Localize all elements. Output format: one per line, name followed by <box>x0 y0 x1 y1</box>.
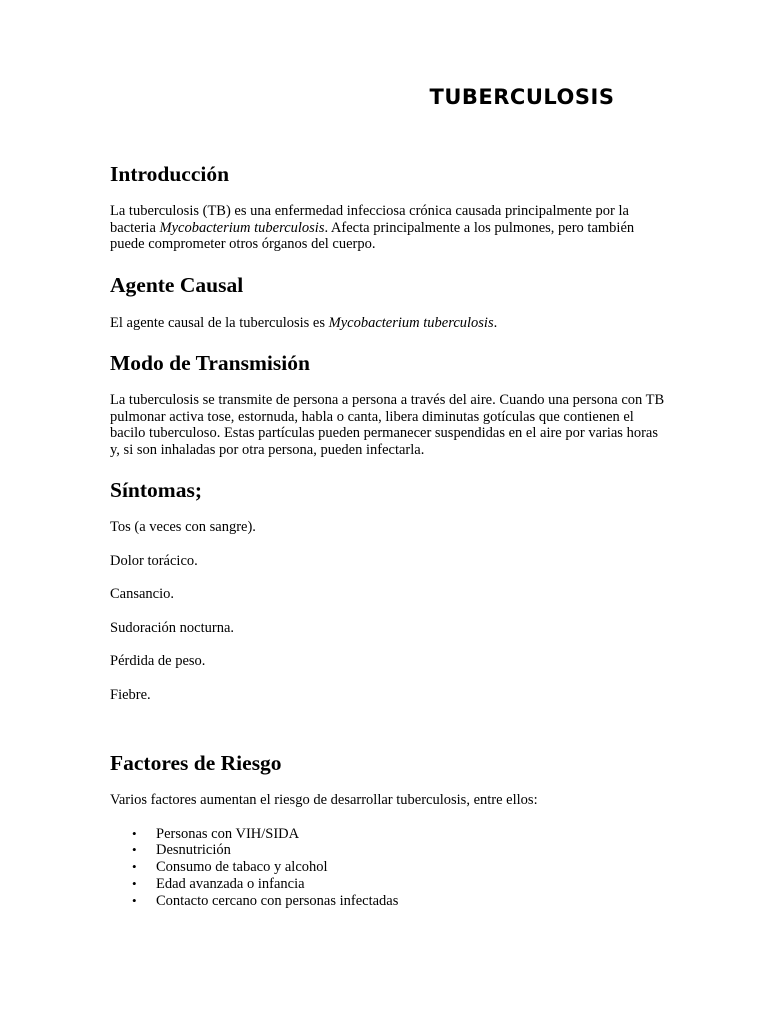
risk-factor-label: Contacto cercano con personas infectadas <box>156 892 399 909</box>
agente-species-name: Mycobacterium tuberculosis <box>328 314 494 331</box>
risk-factor-label: Edad avanzada o infancia <box>156 875 305 892</box>
agente-text-before: El agente causal de la tuberculosis es <box>110 314 329 331</box>
bullet-icon: • <box>132 859 137 875</box>
bullet-icon: • <box>132 825 137 841</box>
risk-factor-item <box>132 875 670 893</box>
risk-factor-list <box>110 826 670 910</box>
paragraph-introduccion <box>110 203 670 253</box>
bullet-icon: • <box>132 875 137 891</box>
symptom-item: Tos (a veces con sangre). <box>110 519 256 535</box>
risk-factor-item <box>132 842 670 859</box>
symptom-item: Pérdida de peso. <box>110 653 206 669</box>
risk-factor-label: Consumo de tabaco y alcohol <box>156 859 328 876</box>
symptom-item: Fiebre. <box>110 686 151 703</box>
heading-factores-riesgo: Factores de Riesgo <box>110 751 282 775</box>
heading-introduccion: Introducción <box>110 162 230 186</box>
document-title: TUBERCULOSIS <box>429 85 615 109</box>
intro-text-before: La tuberculosis (TB) es una enfermedad infecciosa crónica causada principalmente por la bacteria <box>110 203 629 236</box>
heading-sintomas: Síntomas; <box>110 478 202 502</box>
symptom-item: Sudoración nocturna. <box>110 619 235 636</box>
risk-factor-label: Desnutrición <box>156 842 231 859</box>
paragraph-factores-riesgo: Varios factores aumentan el riesgo de desarrollar tuberculosis, entre ellos: <box>110 792 538 808</box>
risk-factor-item <box>132 825 670 843</box>
heading-modo-transmision: Modo de Transmisión <box>110 351 310 375</box>
intro-species-name: Mycobacterium tuberculosis <box>159 219 325 236</box>
bullet-icon: • <box>132 842 137 858</box>
agente-text-after: . <box>493 314 498 331</box>
symptom-item: Cansancio. <box>110 586 175 602</box>
risk-factor-label: Personas con VIH/SIDA <box>156 825 300 842</box>
symptom-item: Dolor torácico. <box>110 552 198 569</box>
paragraph-agente-causal <box>110 315 670 332</box>
risk-factor-item <box>132 859 670 876</box>
heading-agente-causal: Agente Causal <box>110 272 244 297</box>
bullet-icon: • <box>132 892 137 908</box>
document-body <box>110 160 670 909</box>
risk-factor-item <box>132 892 670 910</box>
intro-text-after: . Afecta principalmente a los pulmones, pero también puede comprometer otros órganos del cuerpo. <box>110 219 635 252</box>
paragraph-modo-transmision: La tuberculosis se transmite de persona a persona a través del aire. Cuando una persona con TB pulmonar activa tose, estornuda, habla o canta, libera diminutas gotículas que contienen el bacilo tuberculoso. Estas partículas pueden permanecer suspendidas en el aire por varias horas y, si son inhaladas por otra persona, pueden infectarla. <box>110 392 665 458</box>
